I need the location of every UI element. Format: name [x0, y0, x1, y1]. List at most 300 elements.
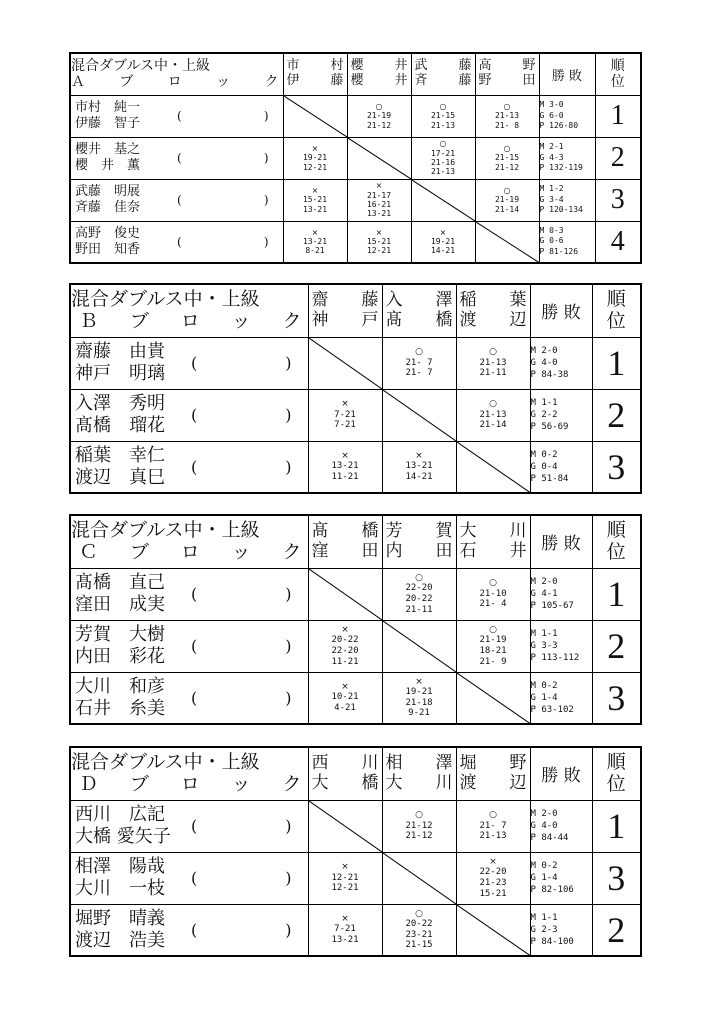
game-score: 15-21: [479, 888, 507, 899]
player-pair-cell: [70, 441, 308, 493]
player-names: [71, 445, 165, 489]
game-score: 12-21: [366, 246, 392, 256]
game-record: G 2-3: [530, 924, 558, 935]
game-score: 13-21: [331, 461, 359, 472]
club-paren-open: (: [177, 109, 182, 123]
game-record: G 4-0: [530, 357, 558, 368]
point-record: P 51-84: [530, 473, 569, 484]
opponent-header: [308, 747, 382, 800]
block-header-title: [70, 515, 308, 568]
diagonal-line: [457, 673, 530, 724]
match-result-cell: [308, 672, 382, 724]
game-score: 21-16: [430, 158, 456, 167]
game-score: 11-21: [331, 472, 359, 483]
opponent-name: 高 野: [478, 58, 536, 74]
game-score: 21- 9: [479, 656, 507, 667]
win-loss-record: [539, 95, 595, 137]
opponent-name: 稲 葉: [459, 290, 527, 311]
result-mark: ○: [375, 101, 383, 111]
opponent-header: [283, 53, 347, 95]
match-record: M 0-3: [539, 225, 564, 235]
diagonal-line: [383, 621, 456, 672]
match-result-cell: [475, 137, 539, 179]
game-score: 13-21: [302, 204, 328, 214]
block-d-table: [69, 746, 642, 957]
match-result-cell: [411, 95, 475, 137]
game-score: 20-22: [405, 919, 433, 930]
club-paren-close: ): [285, 688, 292, 708]
rank-value: 3: [592, 441, 641, 493]
player-name: 芳賀 大樹: [75, 624, 165, 646]
win-loss-header: 勝 敗: [530, 284, 592, 337]
block-a-table: [69, 52, 642, 264]
player-names: [71, 572, 165, 616]
self-match-cell: [411, 179, 475, 221]
club-paren-open: (: [191, 405, 198, 425]
opponent-header: [382, 284, 456, 337]
match-result-cell: [456, 852, 530, 904]
game-score: 21- 4: [479, 599, 507, 610]
win-loss-record: [530, 904, 592, 956]
block-c-table: [69, 514, 642, 725]
result-mark: ×: [341, 913, 349, 924]
player-name: 内田 彩花: [75, 646, 165, 667]
game-score: 12-21: [302, 162, 328, 172]
self-match-cell: [308, 337, 382, 389]
rank-header-char: 順: [606, 287, 626, 310]
win-loss-header: 勝 敗: [530, 747, 592, 800]
win-loss-record: [530, 441, 592, 493]
self-match-cell: [382, 620, 456, 672]
player-pair-cell: [70, 568, 308, 620]
block-subtitle: Ａ ブ ロ ッ ク: [71, 74, 279, 91]
game-score: 22-20: [405, 583, 433, 594]
result-mark: ×: [341, 862, 349, 873]
match-result-cell: [382, 904, 456, 956]
game-score: 7-21: [334, 924, 356, 935]
player-row: [70, 95, 641, 137]
player-pair-cell: [70, 852, 308, 904]
win-loss-record: [539, 137, 595, 179]
rank-header-char: 順: [606, 518, 626, 541]
club-paren-close: ): [263, 234, 269, 249]
game-score: 8-21: [305, 246, 325, 256]
rank-header-char: 位: [606, 772, 626, 795]
player-name: 渡辺 浩美: [75, 929, 165, 951]
game-record: G 3-3: [530, 640, 558, 651]
game-score: 21-13: [430, 167, 456, 177]
block-title: 混合ダブルス中・上級: [71, 750, 260, 773]
win-loss-header: 勝 敗: [539, 53, 595, 95]
rank-header: [592, 747, 641, 800]
club-paren-close: ): [285, 636, 292, 656]
opponent-header: [475, 53, 539, 95]
match-record: M 0-2: [530, 680, 558, 691]
game-score: 21-12: [366, 120, 392, 130]
diagonal-line: [348, 138, 411, 179]
player-names: [71, 226, 140, 258]
block-header-title: [70, 284, 308, 337]
club-paren-close: ): [285, 353, 292, 373]
opponent-header: [456, 747, 530, 800]
opponent-header: [382, 747, 456, 800]
player-names: [71, 908, 165, 952]
game-score: 7-21: [334, 420, 356, 431]
game-score: 21- 7: [405, 357, 433, 368]
diagonal-line: [309, 801, 382, 852]
match-record: M 2-0: [530, 345, 558, 356]
rank-value: 2: [592, 620, 641, 672]
game-score: 15-21: [366, 237, 392, 247]
player-name: 神戸 明璃: [75, 363, 165, 384]
game-score: 21-17: [366, 190, 392, 200]
diagonal-line: [383, 853, 456, 904]
rank-header: [592, 515, 641, 568]
opponent-header: [308, 515, 382, 568]
game-score: 22-20: [479, 867, 507, 878]
player-pair-cell: [70, 672, 308, 724]
game-score: 21-13: [430, 120, 456, 130]
club-paren-close: ): [263, 193, 269, 207]
rank-header-char: 順: [606, 750, 626, 773]
block-title: 混合ダブルス中・上級: [71, 58, 211, 75]
self-match-cell: [456, 441, 530, 493]
match-result-cell: [308, 904, 382, 956]
point-record: P 56-69: [530, 422, 569, 433]
result-mark: ○: [489, 624, 497, 635]
opponent-name: 大 橋: [311, 772, 379, 793]
block-header-title: [70, 53, 283, 95]
game-score: 21- 7: [405, 368, 433, 379]
diagonal-line: [284, 96, 347, 137]
point-record: P 84-38: [530, 370, 569, 381]
rank-value: 3: [595, 179, 641, 221]
game-score: 21-23: [479, 878, 507, 888]
result-mark: ○: [489, 347, 497, 358]
game-score: 19-21: [430, 237, 456, 247]
self-match-cell: [382, 389, 456, 441]
game-score: 22-20: [331, 646, 359, 656]
rank-header: [592, 284, 641, 337]
rank-value: 2: [592, 904, 641, 956]
opponent-name: 大 川: [385, 772, 453, 793]
diagonal-line: [476, 222, 539, 263]
match-result-cell: [382, 672, 456, 724]
game-score: 11-21: [331, 656, 359, 667]
rank-value: 1: [592, 800, 641, 852]
game-score: 21- 8: [494, 120, 520, 130]
game-score: 9-21: [408, 708, 430, 719]
player-row: [70, 389, 641, 441]
win-loss-record: [530, 337, 592, 389]
rank-header-char: 位: [610, 74, 625, 91]
match-result-cell: [456, 337, 530, 389]
match-result-cell: [411, 137, 475, 179]
point-record: P 84-100: [530, 936, 574, 947]
match-record: M 0-2: [530, 860, 558, 871]
result-mark: ×: [415, 676, 423, 687]
opponent-name: 髙 橋: [311, 521, 379, 542]
self-match-cell: [456, 672, 530, 724]
game-score: 17-21: [430, 148, 456, 158]
match-result-cell: [475, 179, 539, 221]
match-record: M 2-1: [539, 141, 564, 151]
match-record: M 1-1: [530, 397, 558, 408]
game-score: 10-21: [331, 692, 359, 703]
game-score: 21- 7: [479, 820, 507, 831]
player-name: 窪田 成実: [75, 594, 165, 615]
result-mark: ○: [489, 810, 497, 821]
game-score: 12-21: [331, 872, 359, 883]
player-name: 渡辺 真巳: [75, 466, 165, 488]
result-mark: ×: [341, 624, 349, 635]
opponent-header: [382, 515, 456, 568]
game-score: 21-13: [479, 357, 507, 368]
rank-value: 4: [595, 221, 641, 263]
match-result-cell: [283, 137, 347, 179]
win-loss-record: [530, 620, 592, 672]
player-names: [71, 624, 165, 668]
player-name: 齋藤 由貴: [75, 341, 165, 363]
club-paren-close: ): [285, 457, 292, 477]
win-loss-record: [530, 800, 592, 852]
result-mark: ○: [439, 101, 447, 111]
result-mark: ×: [311, 185, 319, 195]
win-loss-record: [530, 389, 592, 441]
game-score: 12-21: [331, 883, 359, 894]
game-score: 21-14: [494, 204, 520, 214]
club-paren-close: ): [285, 816, 292, 836]
opponent-name: 石 井: [459, 540, 527, 561]
club-paren-open: (: [191, 636, 198, 656]
player-name: 野田 知香: [75, 241, 141, 257]
point-record: P 113-112: [530, 653, 580, 664]
player-row: [70, 620, 641, 672]
game-score: 19-21: [405, 687, 433, 698]
club-paren-open: (: [177, 234, 182, 249]
player-pair-cell: [70, 620, 308, 672]
match-record: M 1-2: [539, 183, 564, 193]
club-paren-close: ): [285, 405, 292, 425]
player-pair-cell: [70, 137, 283, 179]
player-name: 大川 一枝: [75, 878, 165, 899]
opponent-name: 髙 橋: [385, 309, 453, 330]
point-record: P 84-44: [530, 833, 569, 844]
player-names: [71, 856, 165, 900]
game-score: 15-21: [302, 195, 328, 205]
game-record: G 1-4: [530, 692, 558, 703]
rank-header-char: 位: [606, 540, 626, 563]
club-paren-close: ): [263, 151, 269, 165]
game-score: 21-11: [405, 604, 433, 615]
result-mark: ○: [415, 908, 423, 919]
game-record: G 1-4: [530, 872, 558, 883]
player-names: [71, 341, 165, 385]
game-score: 13-21: [331, 935, 359, 946]
player-row: [70, 672, 641, 724]
game-score: 4-21: [334, 703, 356, 714]
diagonal-line: [309, 569, 382, 620]
rank-header-char: 順: [610, 58, 625, 75]
match-result-cell: [456, 568, 530, 620]
opponent-header: [347, 53, 411, 95]
opponent-name: 窪 田: [311, 540, 379, 561]
opponent-name: 大 川: [459, 521, 527, 542]
game-score: 21-13: [494, 111, 520, 121]
match-result-cell: [347, 179, 411, 221]
player-name: 髙橋 瑠花: [75, 415, 165, 436]
club-paren-close: ): [285, 584, 292, 604]
game-score: 21-12: [405, 820, 433, 831]
self-match-cell: [308, 800, 382, 852]
player-pair-cell: [70, 800, 308, 852]
result-mark: ×: [375, 227, 383, 237]
self-match-cell: [283, 95, 347, 137]
player-row: [70, 852, 641, 904]
player-pair-cell: [70, 337, 308, 389]
result-mark: ×: [341, 450, 349, 461]
player-name: 大橋 愛矢子: [75, 826, 171, 847]
diagonal-line: [457, 442, 530, 493]
rank-value: 1: [592, 568, 641, 620]
game-score: 21-18: [405, 697, 433, 708]
player-pair-cell: [70, 179, 283, 221]
diagonal-line: [383, 390, 456, 441]
match-result-cell: [456, 389, 530, 441]
club-paren-open: (: [191, 584, 198, 604]
player-name: 櫻 井 薫: [75, 158, 141, 173]
match-result-cell: [411, 221, 475, 263]
game-score: 16-21: [366, 200, 392, 209]
diagonal-line: [412, 180, 475, 221]
result-mark: ×: [439, 227, 447, 237]
player-names: [71, 676, 165, 720]
match-result-cell: [382, 800, 456, 852]
game-record: G 4-1: [530, 588, 558, 599]
rank-value: 1: [592, 337, 641, 389]
game-score: 19-21: [302, 153, 328, 163]
result-mark: ○: [415, 572, 423, 583]
game-record: G 0-6: [539, 236, 564, 246]
player-name: 相澤 陽哉: [75, 856, 165, 878]
block-title: 混合ダブルス中・上級: [71, 518, 260, 541]
game-score: 21-15: [430, 111, 456, 121]
opponent-name: 堀 野: [459, 753, 527, 774]
opponent-name: 斉 藤: [414, 73, 472, 89]
game-score: 13-21: [405, 461, 433, 472]
player-row: [70, 221, 641, 263]
point-record: P 82-106: [530, 885, 574, 896]
rank-value: 3: [592, 672, 641, 724]
game-score: 7-21: [334, 409, 356, 420]
opponent-name: 野 田: [478, 73, 536, 89]
block-title: 混合ダブルス中・上級: [71, 287, 260, 310]
self-match-cell: [308, 568, 382, 620]
player-name: 入澤 秀明: [75, 393, 165, 415]
game-score: 20-22: [331, 635, 359, 646]
game-record: G 4-0: [530, 820, 558, 831]
match-result-cell: [475, 95, 539, 137]
club-paren-open: (: [177, 193, 182, 207]
opponent-header: [456, 284, 530, 337]
game-score: 21-12: [494, 162, 520, 172]
opponent-name: 相 澤: [385, 753, 453, 774]
club-paren-open: (: [177, 151, 182, 165]
player-names: [71, 142, 140, 174]
result-mark: ×: [311, 143, 319, 153]
opponent-name: 渡 辺: [459, 309, 527, 330]
player-row: [70, 337, 641, 389]
rank-value: 2: [592, 389, 641, 441]
result-mark: ○: [503, 185, 511, 195]
match-result-cell: [382, 337, 456, 389]
result-mark: ○: [415, 347, 423, 358]
rank-header: [595, 53, 641, 95]
player-pair-cell: [70, 221, 283, 263]
game-score: 14-21: [430, 246, 456, 256]
point-record: P 105-67: [530, 601, 574, 612]
rank-value: 1: [595, 95, 641, 137]
player-row: [70, 137, 641, 179]
opponent-header: [308, 284, 382, 337]
player-row: [70, 904, 641, 956]
player-names: [71, 100, 140, 132]
game-record: G 3-4: [539, 194, 564, 204]
game-score: 14-21: [405, 472, 433, 483]
game-score: 18-21: [479, 646, 507, 656]
block-b-table: [69, 283, 642, 494]
player-name: 髙橋 直己: [75, 572, 165, 594]
block-header-title: [70, 747, 308, 800]
player-name: 大川 和彦: [75, 675, 165, 697]
result-mark: ○: [503, 143, 511, 153]
result-mark: ×: [489, 856, 497, 867]
game-score: 21-19: [494, 195, 520, 205]
game-score: 21-19: [366, 111, 392, 121]
game-score: 21-12: [405, 831, 433, 842]
match-result-cell: [283, 221, 347, 263]
player-name: 石井 糸美: [75, 697, 165, 719]
match-result-cell: [456, 620, 530, 672]
match-result-cell: [347, 221, 411, 263]
opponent-name: 齋 藤: [311, 290, 379, 311]
player-pair-cell: [70, 95, 283, 137]
match-result-cell: [382, 568, 456, 620]
game-score: 21-14: [479, 420, 507, 431]
player-row: [70, 568, 641, 620]
point-record: P 120-134: [539, 205, 583, 215]
player-name: 伊藤 智子: [75, 116, 141, 131]
game-score: 21-13: [479, 409, 507, 420]
player-name: 稲葉 幸仁: [75, 444, 165, 466]
club-paren-close: ): [285, 868, 292, 888]
game-score: 21-11: [479, 368, 507, 379]
point-record: P 126-80: [539, 121, 579, 131]
game-score: 21-15: [405, 940, 433, 951]
game-record: G 2-2: [530, 409, 558, 420]
match-result-cell: [308, 389, 382, 441]
rank-value: 2: [595, 137, 641, 179]
game-record: G 6-0: [539, 110, 564, 120]
diagonal-line: [309, 338, 382, 389]
player-name: 市村 純一: [75, 100, 141, 116]
opponent-name: 渡 辺: [459, 772, 527, 793]
game-record: G 0-4: [530, 461, 558, 472]
match-result-cell: [308, 852, 382, 904]
game-score: 21-13: [479, 831, 507, 842]
win-loss-record: [539, 221, 595, 263]
player-pair-cell: [70, 904, 308, 956]
